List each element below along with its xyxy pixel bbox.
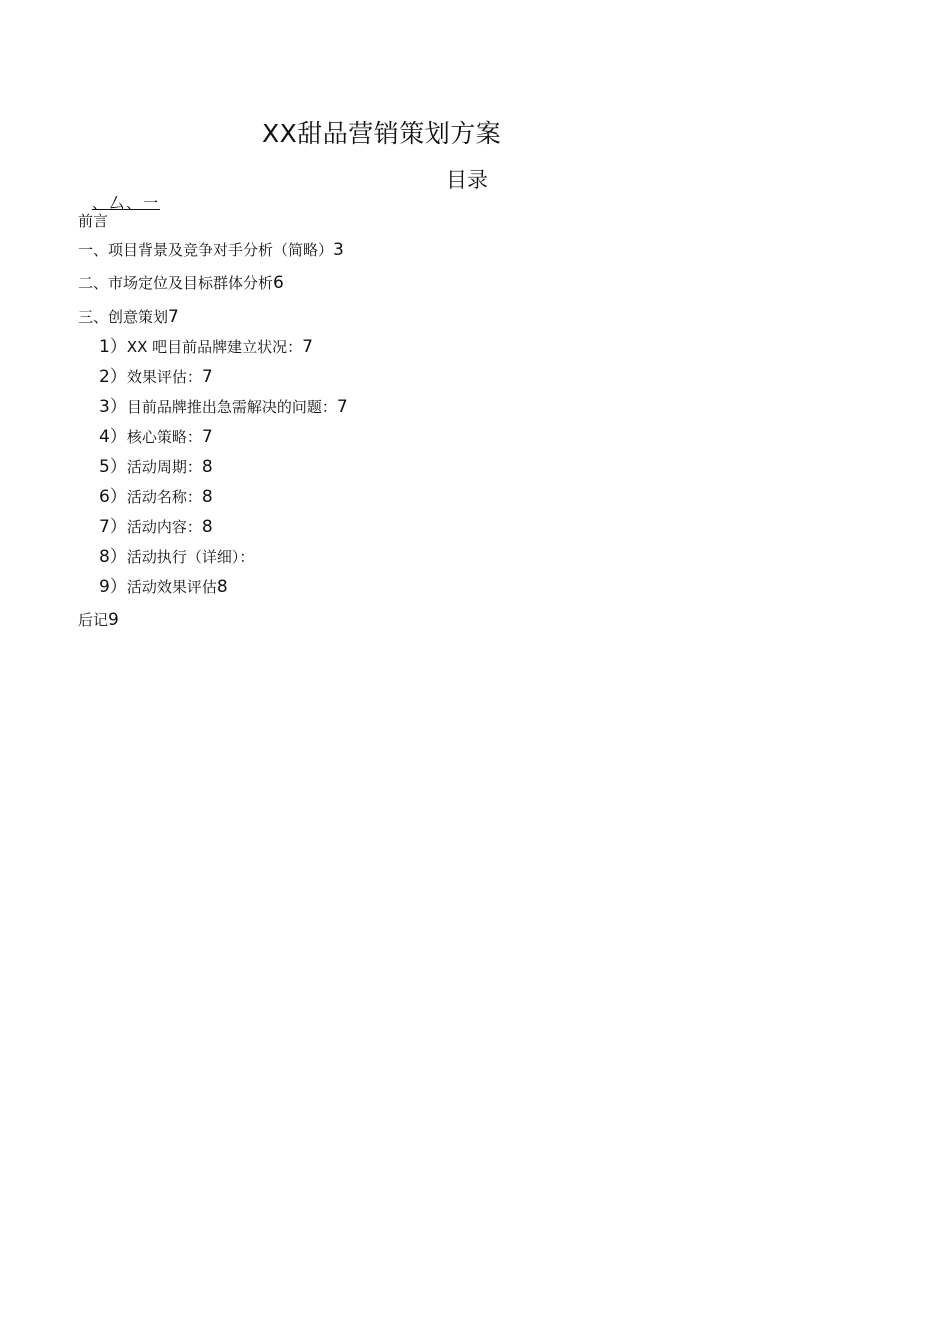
toc-item: [99, 488, 213, 506]
toc-section-3: [78, 308, 179, 326]
toc-item-label: 活动效果评估: [126, 578, 217, 596]
toc-item-page: 7: [302, 337, 313, 357]
toc-item-number: 1）: [99, 337, 127, 357]
toc-item-number: 8）: [99, 547, 127, 567]
toc-item-number: 5）: [99, 457, 127, 477]
toc-afterword-page: 9: [108, 610, 119, 630]
toc-item-number: 6）: [99, 487, 127, 507]
toc-section-3-page: 7: [168, 307, 179, 327]
toc-preface-label: 前言: [78, 212, 109, 230]
toc-item-page: 8: [201, 457, 213, 477]
scan-artifact-text: 、厶、一: [92, 194, 161, 212]
toc-section-2-page: 6: [273, 273, 284, 293]
toc-item-page: 8: [201, 517, 213, 537]
toc-item: [99, 518, 213, 536]
toc-item-number: 2）: [99, 367, 127, 387]
toc-item-label: 活动周期：: [126, 458, 202, 476]
toc-item-number: 9）: [99, 577, 127, 597]
toc-section-2: [78, 274, 284, 292]
toc-item-label: 目前品牌推出急需解决的问题：: [126, 398, 337, 416]
toc-heading: 目录: [446, 168, 488, 192]
toc-item: [99, 548, 254, 566]
toc-afterword-label: 后记: [78, 611, 109, 629]
toc-section-1-label: 一、项目背景及竞争对手分析（简略）: [78, 241, 334, 259]
toc-item: [99, 578, 228, 596]
toc-item-page: 7: [201, 427, 213, 447]
toc-item-page: 7: [201, 367, 213, 387]
toc-item-page: 8: [201, 487, 213, 507]
toc-item-label: 活动执行（详细）：: [126, 548, 255, 566]
document-title: XX甜品营销策划方案: [262, 119, 502, 148]
toc-item-page: 7: [336, 397, 348, 417]
toc-section-3-label: 三、创意策划: [78, 308, 169, 326]
toc-item-page: 8: [216, 577, 228, 597]
toc-item: [99, 338, 313, 356]
toc-section-1: [78, 241, 344, 259]
toc-section-2-label: 二、市场定位及目标群体分析: [78, 274, 274, 292]
toc-item-number: 3）: [99, 397, 127, 417]
toc-preface: [78, 212, 108, 230]
toc-item: [99, 458, 213, 476]
toc-afterword: [78, 611, 119, 629]
toc-section-1-page: 3: [333, 240, 344, 260]
toc-item-number: 4）: [99, 427, 127, 447]
toc-item: [99, 368, 213, 386]
toc-item-label: 效果评估：: [126, 368, 202, 386]
toc-item: [99, 398, 348, 416]
toc-item-label: 核心策略：: [126, 428, 202, 446]
toc-item: [99, 428, 213, 446]
toc-item-label: XX 吧目前品牌建立状况：: [126, 338, 303, 356]
toc-item-label: 活动名称：: [126, 488, 202, 506]
toc-item-label: 活动内容：: [126, 518, 202, 536]
toc-item-number: 7）: [99, 517, 127, 537]
